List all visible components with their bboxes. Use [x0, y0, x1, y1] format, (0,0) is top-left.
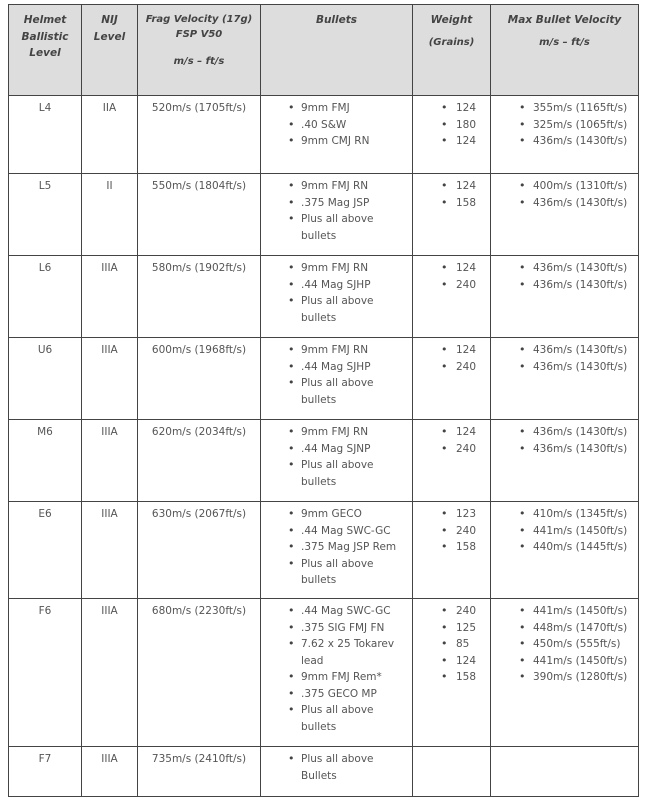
weight-item: • 123: [413, 506, 490, 523]
max-velocity-cell: [491, 174, 639, 256]
max-velocity-item: • 436m/s (1430ft/s): [491, 260, 638, 277]
nij-level-cell: IIIA: [82, 338, 138, 420]
max-velocity-item: • 441m/s (1450ft/s): [491, 653, 638, 670]
weight-cell: [413, 599, 491, 747]
nij-level-cell: IIIA: [82, 256, 138, 338]
bullets-cell: [261, 256, 413, 338]
nij-level-cell: II: [82, 174, 138, 256]
weight-item: • 180: [413, 117, 490, 134]
bullets-cell: [261, 502, 413, 599]
max-velocity-item: • 441m/s (1450ft/s): [491, 523, 638, 540]
weight-item: • 240: [413, 603, 490, 620]
bullet-item: • Plus all above Bullets: [261, 751, 412, 784]
helmet-level-cell: L6: [9, 256, 82, 338]
bullet-item: • .44 Mag SJHP: [261, 359, 412, 376]
weight-cell: [413, 174, 491, 256]
table-row: [9, 502, 639, 599]
max-velocity-item: • 410m/s (1345ft/s): [491, 506, 638, 523]
weight-item: • 158: [413, 195, 490, 212]
frag-velocity-cell: 620m/s (2034ft/s): [138, 420, 261, 502]
bullet-item: • Plus all above bullets: [261, 293, 412, 326]
weight-item: • 124: [413, 133, 490, 150]
weight-cell: [413, 338, 491, 420]
bullet-item: • .40 S&W: [261, 117, 412, 134]
bullet-item: • .375 GECO MP: [261, 686, 412, 703]
table-row: [9, 747, 639, 797]
weight-item: • 158: [413, 669, 490, 686]
bullets-cell: [261, 420, 413, 502]
helmet-level-cell: M6: [9, 420, 82, 502]
bullet-item: • 9mm FMJ: [261, 100, 412, 117]
bullet-item: • .44 Mag SWC-GC: [261, 603, 412, 620]
table-row: [9, 96, 639, 174]
helmet-level-cell: E6: [9, 502, 82, 599]
header-nij-level: NIJ Level: [82, 5, 138, 96]
weight-item: • 240: [413, 441, 490, 458]
weight-item: • 124: [413, 100, 490, 117]
max-velocity-cell: [491, 256, 639, 338]
max-velocity-item: • 436m/s (1430ft/s): [491, 133, 638, 150]
bullet-item: • 9mm FMJ Rem*: [261, 669, 412, 686]
nij-level-cell: IIIA: [82, 502, 138, 599]
nij-level-cell: IIIA: [82, 747, 138, 797]
max-velocity-item: • 400m/s (1310ft/s): [491, 178, 638, 195]
weight-item: • 240: [413, 523, 490, 540]
helmet-level-cell: F7: [9, 747, 82, 797]
bullet-item: • .375 Mag JSP Rem: [261, 539, 412, 556]
header-bullets: Bullets: [261, 5, 413, 96]
bullet-item: • 9mm FMJ RN: [261, 178, 412, 195]
bullet-item: • Plus all above bullets: [261, 211, 412, 244]
weight-item: • 158: [413, 539, 490, 556]
bullet-item: • Plus all above bullets: [261, 702, 412, 735]
bullet-item: • 9mm FMJ RN: [261, 342, 412, 359]
bullet-item: • 9mm FMJ RN: [261, 260, 412, 277]
max-velocity-item: • 436m/s (1430ft/s): [491, 359, 638, 376]
nij-level-cell: IIA: [82, 96, 138, 174]
table-row: [9, 174, 639, 256]
bullet-item: • 9mm FMJ RN: [261, 424, 412, 441]
bullets-cell: [261, 599, 413, 747]
table-row: [9, 599, 639, 747]
frag-velocity-cell: 630m/s (2067ft/s): [138, 502, 261, 599]
max-velocity-item: • 436m/s (1430ft/s): [491, 277, 638, 294]
nij-level-cell: IIIA: [82, 599, 138, 747]
max-velocity-item: • 325m/s (1065ft/s): [491, 117, 638, 134]
helmet-level-cell: L4: [9, 96, 82, 174]
bullet-item: • Plus all above bullets: [261, 375, 412, 408]
max-velocity-cell: [491, 599, 639, 747]
max-velocity-item: • 448m/s (1470ft/s): [491, 620, 638, 637]
bullet-item: • .375 Mag JSP: [261, 195, 412, 212]
frag-velocity-cell: 550m/s (1804ft/s): [138, 174, 261, 256]
header-frag-velocity: Frag Velocity (17g) FSP V50 m/s – ft/s: [138, 5, 261, 96]
weight-item: • 124: [413, 178, 490, 195]
helmet-level-cell: U6: [9, 338, 82, 420]
max-velocity-item: • 436m/s (1430ft/s): [491, 441, 638, 458]
max-velocity-cell: [491, 502, 639, 599]
table-row: [9, 256, 639, 338]
max-velocity-item: • 436m/s (1430ft/s): [491, 195, 638, 212]
bullets-cell: [261, 174, 413, 256]
weight-item: • 124: [413, 342, 490, 359]
weight-item: • 124: [413, 260, 490, 277]
bullet-item: • .375 SIG FMJ FN: [261, 620, 412, 637]
weight-cell: [413, 747, 491, 797]
weight-item: • 85: [413, 636, 490, 653]
frag-velocity-cell: 600m/s (1968ft/s): [138, 338, 261, 420]
max-velocity-cell: [491, 338, 639, 420]
frag-velocity-cell: 680m/s (2230ft/s): [138, 599, 261, 747]
weight-cell: [413, 96, 491, 174]
frag-velocity-cell: 735m/s (2410ft/s): [138, 747, 261, 797]
nij-level-cell: IIIA: [82, 420, 138, 502]
max-velocity-item: • 440m/s (1445ft/s): [491, 539, 638, 556]
max-velocity-item: • 450m/s (555ft/s): [491, 636, 638, 653]
weight-cell: [413, 256, 491, 338]
bullet-item: • Plus all above bullets: [261, 556, 412, 589]
weight-item: • 125: [413, 620, 490, 637]
bullet-item: • 9mm CMJ RN: [261, 133, 412, 150]
bullets-cell: [261, 96, 413, 174]
header-weight: Weight (Grains): [413, 5, 491, 96]
helmet-level-cell: F6: [9, 599, 82, 747]
bullets-cell: [261, 747, 413, 797]
weight-item: • 240: [413, 277, 490, 294]
frag-velocity-cell: 520m/s (1705ft/s): [138, 96, 261, 174]
weight-cell: [413, 502, 491, 599]
bullet-item: • Plus all above bullets: [261, 457, 412, 490]
ballistic-levels-table: [8, 4, 639, 797]
weight-cell: [413, 420, 491, 502]
bullet-item: • 9mm GECO: [261, 506, 412, 523]
weight-item: • 240: [413, 359, 490, 376]
bullet-item: • 7.62 x 25 Tokarev lead: [261, 636, 412, 669]
max-velocity-item: • 355m/s (1165ft/s): [491, 100, 638, 117]
table-row: [9, 420, 639, 502]
table-row: [9, 338, 639, 420]
bullet-item: • .44 Mag SJHP: [261, 277, 412, 294]
header-max-velocity: Max Bullet Velocity m/s – ft/s: [491, 5, 639, 96]
frag-velocity-cell: 580m/s (1902ft/s): [138, 256, 261, 338]
max-velocity-item: • 441m/s (1450ft/s): [491, 603, 638, 620]
max-velocity-item: • 436m/s (1430ft/s): [491, 342, 638, 359]
bullets-cell: [261, 338, 413, 420]
bullet-item: • .44 Mag SWC-GC: [261, 523, 412, 540]
max-velocity-item: • 436m/s (1430ft/s): [491, 424, 638, 441]
weight-item: • 124: [413, 424, 490, 441]
max-velocity-item: • 390m/s (1280ft/s): [491, 669, 638, 686]
weight-item: • 124: [413, 653, 490, 670]
helmet-level-cell: L5: [9, 174, 82, 256]
bullet-item: • .44 Mag SJNP: [261, 441, 412, 458]
max-velocity-cell: [491, 747, 639, 797]
max-velocity-cell: [491, 420, 639, 502]
header-helmet-level: Helmet Ballistic Level: [9, 5, 82, 96]
max-velocity-cell: [491, 96, 639, 174]
